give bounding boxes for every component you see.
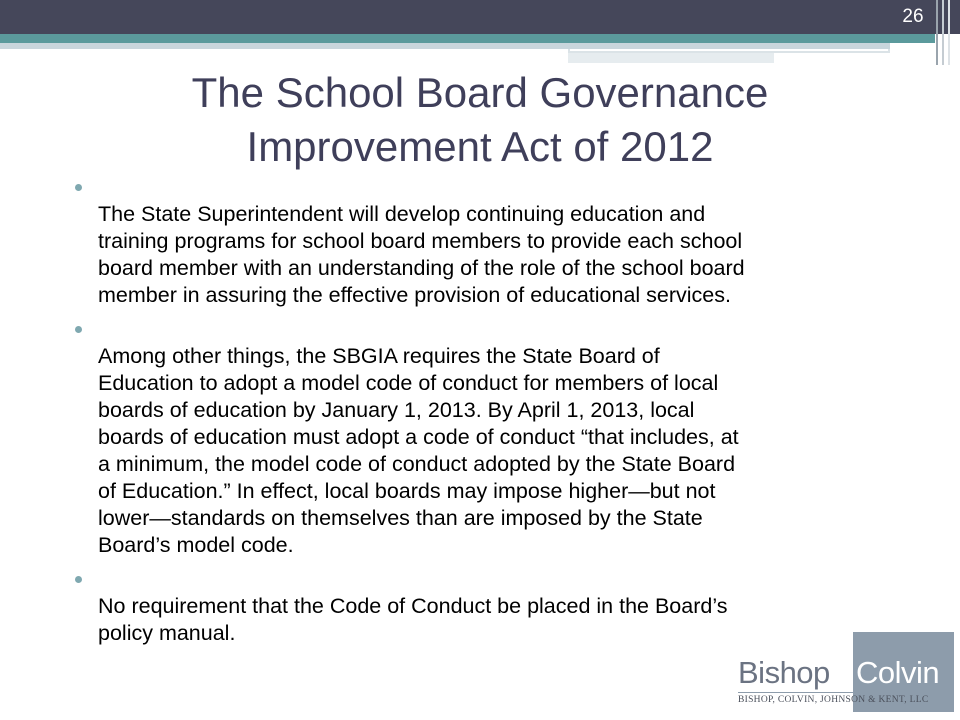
logo-word-bishop: Bishop: [738, 655, 830, 690]
list-item: [72, 316, 912, 559]
company-logo: [738, 632, 954, 712]
bullet-dot-icon: [75, 576, 82, 583]
logo-rule: [738, 692, 954, 693]
bullet-text: The State Superintendent will develop continuing education and training programs for school board members to provide each school board member with an understanding of the role of the school board member in assuring the effective provision of educational services.: [98, 202, 745, 307]
header-divider-line: [570, 49, 888, 51]
bullet-text: Among other things, the SBGIA requires the State Board of Education to adopt a model code of conduct for members of local boards of education by January 1, 2013. By April 1, 2013, local boards of education must adopt a code of conduct “that includes, at a minimum, the model code of conduct adopted by the State Board of Education.” In effect, local boards may impose higher—but not lower—standards on themselves than are imposed by the State Board’s model code.: [98, 344, 739, 557]
header-light-bar-tab: [568, 53, 774, 63]
header-accent-bar: [0, 34, 935, 43]
slide-title-line-2: Improvement Act of 2012: [246, 123, 714, 170]
bullet-list: [72, 174, 912, 654]
bullet-dot-icon: [75, 326, 82, 333]
header-vertical-line: [942, 0, 944, 65]
header-band: [0, 0, 960, 34]
slide-title: [80, 66, 880, 174]
bullet-text: No requirement that the Code of Conduct be placed in the Board’s policy manual.: [98, 594, 728, 645]
page-number: 26: [902, 6, 924, 27]
logo-subtitle: BISHOP, COLVIN, JOHNSON & KENT, LLC: [738, 695, 929, 705]
header-vertical-line: [936, 0, 938, 65]
logo-word-colvin: Colvin: [856, 655, 940, 690]
list-item: [72, 174, 912, 309]
bullet-dot-icon: [75, 184, 82, 191]
header-vertical-line: [948, 0, 950, 65]
slide-title-line-1: The School Board Governance: [191, 69, 769, 116]
